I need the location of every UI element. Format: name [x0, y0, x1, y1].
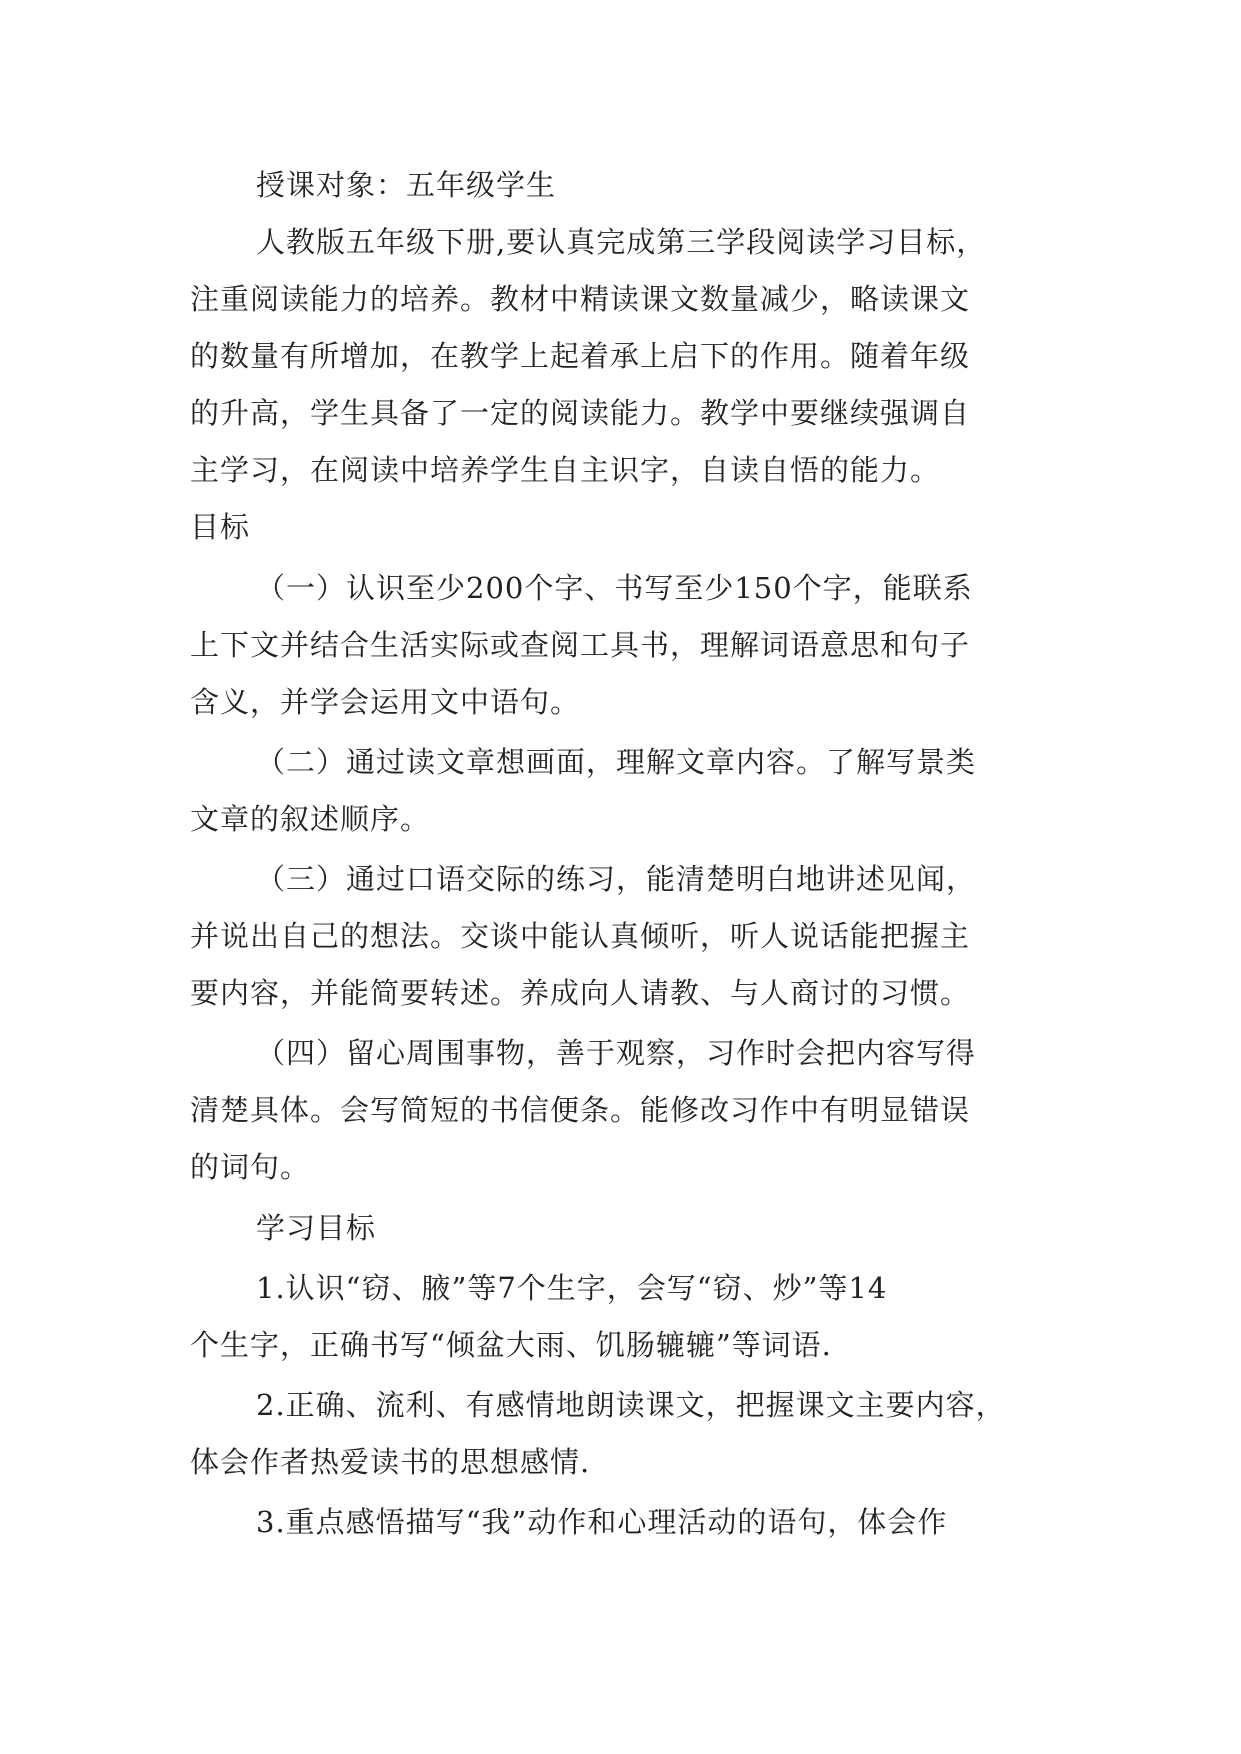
- goal-line: 文章的叙述顺序。: [190, 802, 431, 836]
- goal-line: 上下文并结合生活实际或查阅工具书，理解词语意思和句子: [190, 628, 971, 662]
- goal-line: （三）通过口语交际的练习，能清楚明白地讲述见闻，: [256, 862, 977, 896]
- objective-line: 2.正确、流利、有感情地朗读课文，把握课文主要内容，: [256, 1388, 1006, 1422]
- audience-line: 授课对象：五年级学生: [256, 168, 557, 202]
- paragraph-line: 人教版五年级下册,要认真完成第三学段阅读学习目标，: [256, 225, 987, 259]
- paragraph-line: 主学习，在阅读中培养学生自主识字，自读自悟的能力。: [190, 453, 941, 487]
- objective-line: 1.认识“窃、腋”等7个生字，会写“窃、炒”等14: [256, 1271, 888, 1305]
- section-heading: 学习目标: [256, 1211, 377, 1245]
- goal-line: 清楚具体。会写简短的书信便条。能修改习作中有明显错误: [190, 1093, 971, 1127]
- objective-line: 3.重点感悟描写“我”动作和心理活动的语句，体会作: [256, 1505, 948, 1539]
- goal-line: （一）认识至少200个字、书写至少150个字，能联系: [256, 571, 973, 605]
- paragraph-line: 注重阅读能力的培养。教材中精读课文数量减少，略读课文: [190, 282, 971, 316]
- goal-line: （二）通过读文章想画面，理解文章内容。了解写景类: [256, 745, 977, 779]
- paragraph-line: 的数量有所增加，在教学上起着承上启下的作用。随着年级: [190, 339, 971, 373]
- goal-line: 含义，并学会运用文中语句。: [190, 685, 581, 719]
- paragraph-line: 的升高，学生具备了一定的阅读能力。教学中要继续强调自: [190, 396, 971, 430]
- goal-line: 并说出自己的想法。交谈中能认真倾听，听人说话能把握主: [190, 919, 971, 953]
- section-heading: 目标: [190, 510, 251, 544]
- goal-line: 的词句。: [190, 1150, 311, 1184]
- goal-line: 要内容，并能简要转述。养成向人请教、与人商讨的习惯。: [190, 976, 971, 1010]
- objective-line: 个生字，正确书写“倾盆大雨、饥肠辘辘”等词语.: [190, 1328, 832, 1362]
- objective-line: 体会作者热爱读书的思想感情.: [190, 1445, 591, 1479]
- goal-line: （四）留心周围事物，善于观察，习作时会把内容写得: [256, 1036, 977, 1070]
